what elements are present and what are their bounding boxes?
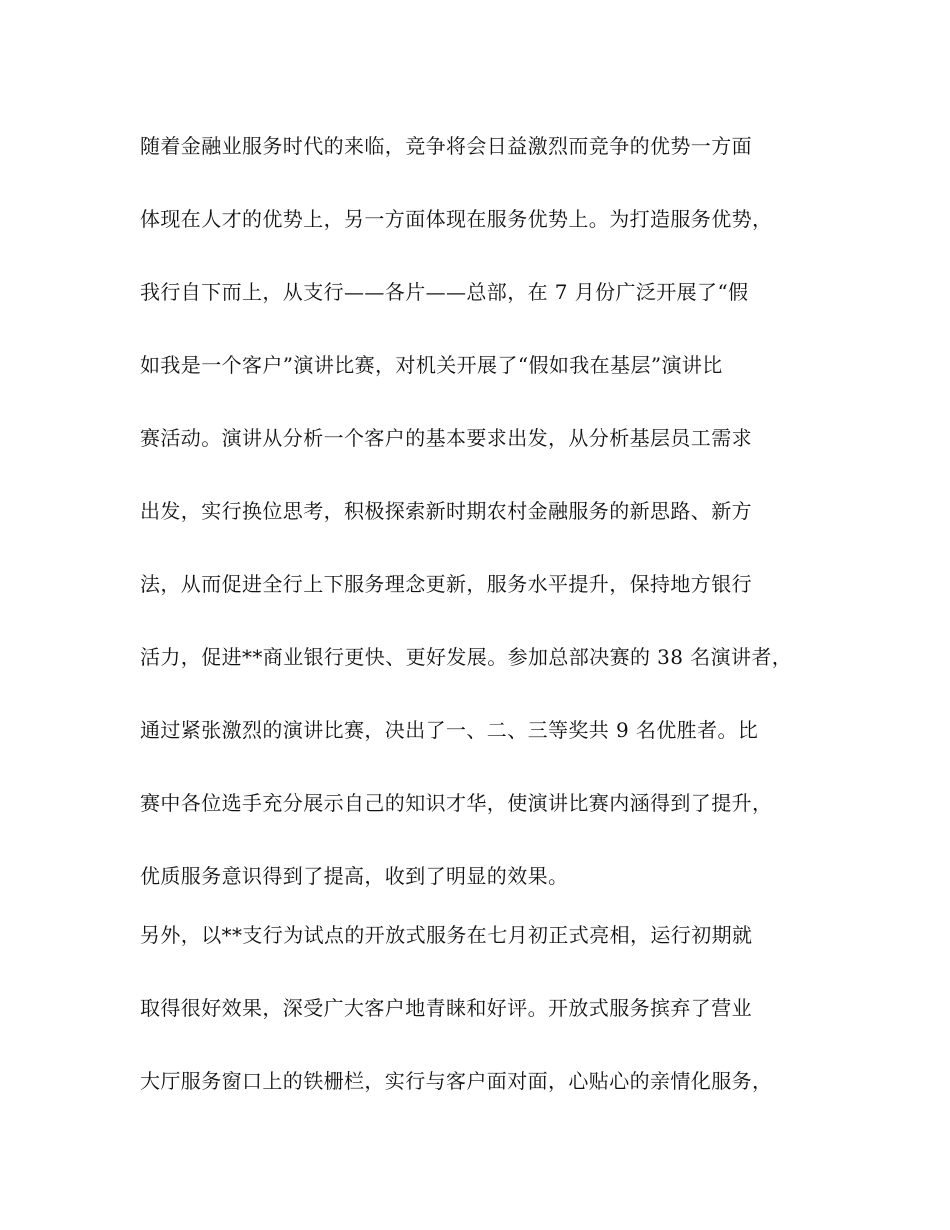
text-line: 我行自下而上，从支行——各片——总部，在 7 月份广泛开展了“假 — [140, 280, 749, 304]
text-line: 赛活动。演讲从分析一个客户的基本要求出发，从分析基层员工需求 — [140, 426, 752, 450]
text-line: 活力，促进**商业银行更快、更好发展。参加总部决赛的 38 名演讲者， — [140, 645, 793, 669]
text-line: 随着金融业服务时代的来临，竞争将会日益激烈而竞争的优势一方面 — [140, 134, 752, 158]
text-line: 如我是一个客户”演讲比赛，对机关开展了“假如我在基层”演讲比 — [140, 353, 723, 377]
text-line: 大厅服务窗口上的铁栅栏，实行与客户面对面，心贴心的亲情化服务， — [140, 1069, 773, 1093]
text-line: 取得很好效果，深受广大客户地青睐和好评。开放式服务摈弃了营业 — [140, 996, 752, 1020]
text-line: 赛中各位选手充分展示自己的知识才华，使演讲比赛内涵得到了提升， — [140, 791, 773, 815]
text-line: 通过紧张激烈的演讲比赛，决出了一、二、三等奖共 9 名优胜者。比 — [140, 718, 759, 742]
text-line: 另外，以**支行为试点的开放式服务在七月初正式亮相，运行初期就 — [140, 923, 753, 947]
text-line: 法，从而促进全行上下服务理念更新，服务水平提升，保持地方银行 — [140, 572, 752, 596]
text-line: 体现在人才的优势上，另一方面体现在服务优势上。为打造服务优势， — [140, 207, 773, 231]
text-line: 出发，实行换位思考，积极探索新时期农村金融服务的新思路、新方 — [140, 499, 752, 523]
text-line: 优质服务意识得到了提高，收到了明显的效果。 — [140, 864, 569, 888]
